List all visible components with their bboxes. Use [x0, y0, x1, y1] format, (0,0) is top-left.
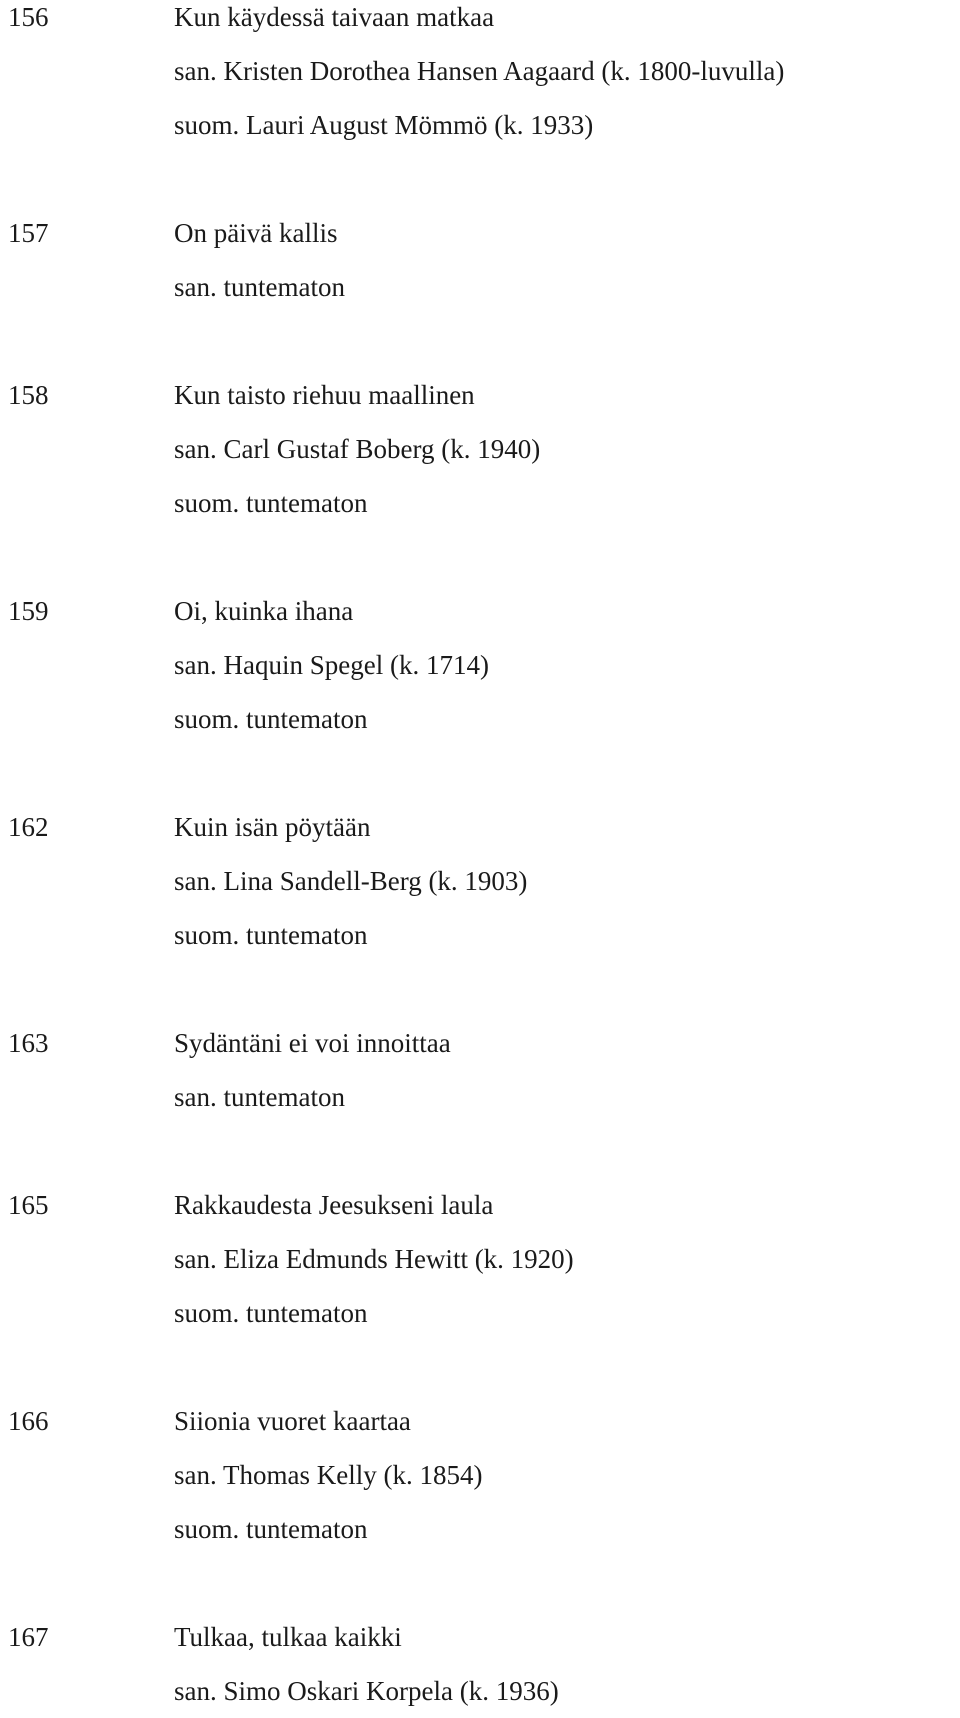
hymn-author: san. Kristen Dorothea Hansen Aagaard (k. 1800-luvulla) [174, 56, 785, 86]
hymn-author: san. Eliza Edmunds Hewitt (k. 1920) [174, 1244, 574, 1274]
hymn-translator: suom. tuntematon [174, 1298, 368, 1328]
hymn-author: san. Carl Gustaf Boberg (k. 1940) [174, 434, 541, 464]
hymn-number: 166 [8, 1406, 49, 1436]
hymn-number: 158 [8, 380, 49, 410]
hymn-number: 156 [8, 2, 49, 32]
hymn-number: 162 [8, 812, 49, 842]
hymn-title: Rakkaudesta Jeesukseni laula [174, 1190, 494, 1220]
hymn-title: Kun taisto riehuu maallinen [174, 380, 475, 410]
hymn-number: 163 [8, 1028, 49, 1058]
hymn-translator: suom. Lauri August Mömmö (k. 1933) [174, 110, 594, 140]
hymn-title: Oi, kuinka ihana [174, 596, 354, 626]
hymn-author: san. Lina Sandell-Berg (k. 1903) [174, 866, 528, 896]
hymn-author: san. tuntematon [174, 272, 345, 302]
hymn-author: san. tuntematon [174, 1082, 345, 1112]
hymn-number: 159 [8, 596, 49, 626]
hymn-title: Sydäntäni ei voi innoittaa [174, 1028, 451, 1058]
hymn-title: Siionia vuoret kaartaa [174, 1406, 411, 1436]
hymn-translator: suom. tuntematon [174, 920, 368, 950]
hymn-author: san. Haquin Spegel (k. 1714) [174, 650, 489, 680]
hymn-number: 167 [8, 1622, 49, 1652]
hymn-translator: suom. tuntematon [174, 488, 368, 518]
hymn-number: 157 [8, 218, 49, 248]
hymn-translator: suom. tuntematon [174, 704, 368, 734]
hymn-title: On päivä kallis [174, 218, 338, 248]
hymn-title: Tulkaa, tulkaa kaikki [174, 1622, 402, 1652]
hymn-title: Kun käydessä taivaan matkaa [174, 2, 495, 32]
hymn-author: san. Thomas Kelly (k. 1854) [174, 1460, 483, 1490]
hymn-author: san. Simo Oskari Korpela (k. 1936) [174, 1676, 559, 1706]
hymn-translator: suom. tuntematon [174, 1514, 368, 1544]
hymn-number: 165 [8, 1190, 49, 1220]
hymn-title: Kuin isän pöytään [174, 812, 371, 842]
